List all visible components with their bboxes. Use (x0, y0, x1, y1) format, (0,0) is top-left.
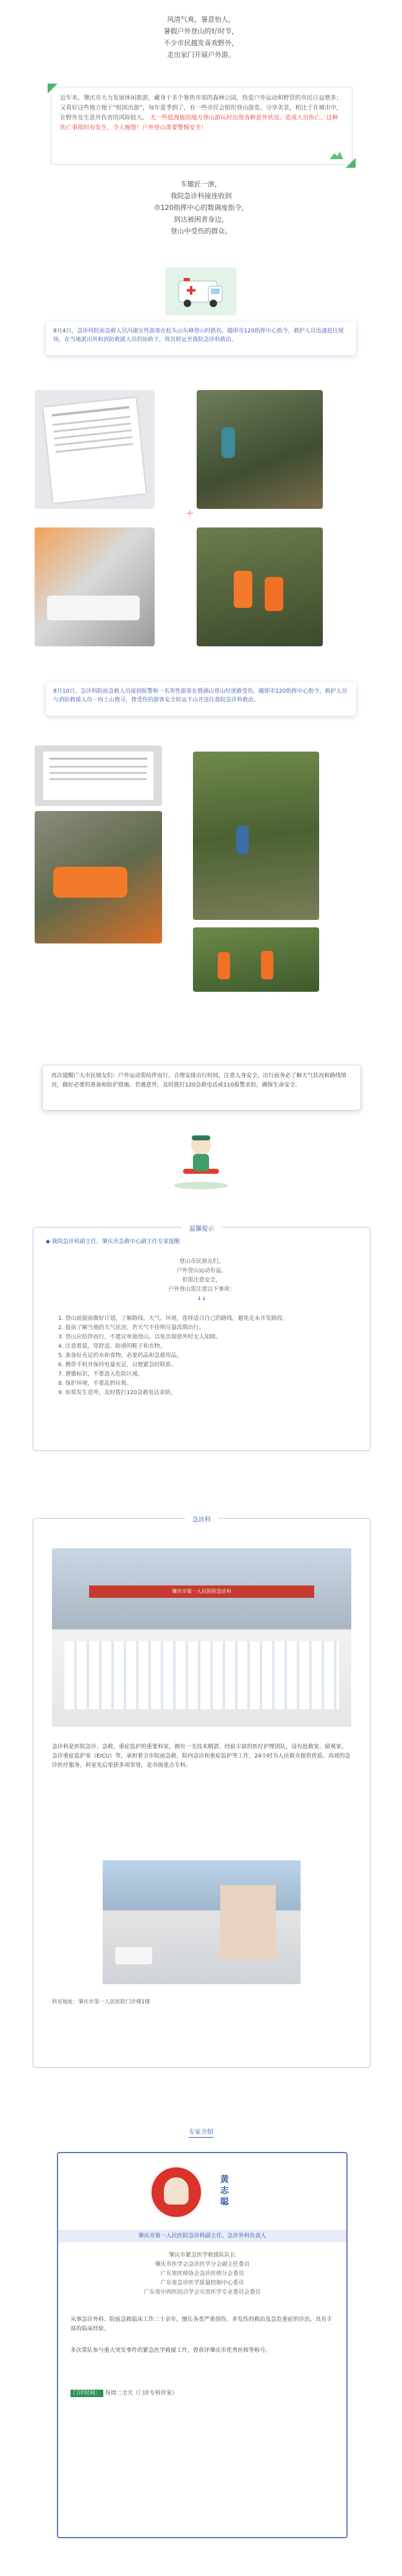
expert-roles: 肇庆市紧急医学救援队队长 肇庆市医学会急诊医学分会副主任委员 广东省医师协会急诊医师分会委员 广东省急诊医学质量控制中心委员 广东省中西医结合学会灾害医学专业委员会委员 (143, 2252, 261, 2296)
incident-text-2: 8月10日，急诊科院前急救人员接到报警称一名男性游客在鼎湖山登山时迷路受伤，随即市120指挥中心指令，救护人员与消防救援人员一同上山搜寻，将受伤的游客安全转运下山并送往我院急诊科救治。 (53, 688, 348, 703)
expert-card (57, 2152, 348, 2538)
intro-warning: 尤一些低海拔的地方登山游玩时出现各种意外状况，造成人员伤亡，这种伤亡事故时有发生，令人惋惜！户外登山需要警惕安全！ (60, 115, 338, 131)
department-building-photo (103, 1860, 301, 1984)
intro-box (51, 87, 353, 165)
poem-line: 登山中受伤的群众。 (170, 227, 232, 235)
photo-team-descend (193, 927, 319, 992)
poem-line: 到达被困者身边， (174, 215, 228, 223)
intro-line: 暑假户外登山的好时节， (163, 27, 239, 35)
photo-document-form (35, 390, 155, 509)
department-header: 急诊科 (33, 1512, 370, 1525)
tips-sub: ◆ 我院急诊科副主任、肇庆市急救中心副主任专家提醒 (46, 1239, 180, 1245)
poem-line: 我院急诊科接连收到 (170, 192, 232, 200)
poem-line: 车辙匠一泄， (181, 180, 221, 188)
photo-forest-rescue (197, 390, 323, 509)
expert-bio-2: 多次带队参与重大突发事件的紧急医学救援工作，曾获评肇庆市优秀医师等称号。 (71, 2348, 272, 2354)
tip-item: 8. 保护环境，不要乱扔垃圾。 (58, 1381, 132, 1387)
department-banner: 肇庆市第一人民医院急诊科 (89, 1585, 314, 1598)
tip-item: 2. 提前了解当地的天气状况，若天气不佳则尽量改期出行。 (58, 1325, 205, 1331)
expert-avatar (150, 2166, 203, 2219)
second-poem (0, 178, 402, 237)
divider-plus-icon (187, 510, 193, 516)
intro-line: 风清气爽，暑意怡人， (167, 15, 235, 24)
department-box (33, 1518, 370, 2068)
intro-line: 不少市民越发喜欢野外， (163, 39, 239, 47)
tip-item: 4. 注意着装，穿舒适、防滑的鞋子和衣物。 (58, 1343, 166, 1350)
photo-mountain-path (193, 752, 319, 920)
incident-text-1: 8月4日，急诊科院前急救人员冯淑女性游客在松头山东峰登山时跌伤，随即市120指挥中心指令，救护人员迅速赶往现场，在当地派出所和消防救援人员的协助下，将其转运至我院急诊科救治。 (53, 328, 344, 343)
tip-item: 7. 遵循标识，不要进入危险区域。 (58, 1371, 143, 1377)
hiker-illustration (167, 1127, 235, 1191)
clinic-label: 门诊时间： (71, 2390, 103, 2397)
reminder-text: 再次提醒广大市民朋友们：户外运动需结伴而行，合理安排出行时间，注意人身安全，出行前务必了解天气状况和路线情况，做好必要的准备和防护措施。若遇意外，及时拨打120急救电话或110报警求助，确保生命安全。 (51, 1073, 347, 1088)
tips-box (33, 1227, 370, 1451)
department-desc: 急诊科是医院急诊、急救、重症监护的重要科室，拥有一支技术精湛、经验丰富的医疗护理团队，设有抢救室、留观室、急诊重症监护室（EICU）等，承担着全市院前急救、院内急诊和重症监护等工作，24小时为人民群众提供优质、高效的急诊医疗服务。科室先后荣获多项荣誉，是市级重点专科。 (52, 1744, 351, 1769)
tips-list (58, 1314, 351, 1398)
expert-clinic (71, 2388, 334, 2398)
tip-item: 5. 准备好充足的水和食物，必要药品和急救用品。 (58, 1353, 182, 1359)
expert-title-bar: 肇庆市第一人民医院急诊科副主任、急诊外科负责人 (58, 2230, 346, 2242)
mountain-icon (330, 152, 343, 159)
photo-rescue-team (197, 527, 323, 646)
incident-card-1 (46, 322, 356, 355)
ambulance-illustration (165, 267, 236, 316)
expert-name: 黄志聪 (220, 2175, 229, 2207)
clinic-time: 每周二全天（门诊专科诊室） (105, 2390, 177, 2396)
department-team-photo (52, 1548, 351, 1727)
tip-item: 6. 携带手机并保持电量充足，以便紧急时联系。 (58, 1362, 177, 1368)
incident-card-2 (46, 682, 356, 716)
reminder-box (42, 1065, 361, 1111)
tip-item: 9. 如果发生意外，及时拨打120急救电话求助。 (58, 1390, 176, 1396)
photo-patient-treatment (35, 527, 155, 646)
poem-line: 市120指挥中心的数调度指令， (153, 204, 249, 212)
tip-item: 1. 登山前提前做好计划，了解路线、天气、环境，选择适合自己的路线，避免走未开发路段。 (58, 1316, 288, 1322)
corner-decoration (346, 158, 356, 168)
expert-header: 专家介绍 (0, 2125, 402, 2138)
expert-bio: 从事急诊外科、院前急救临床工作二十余年，擅长各类严重创伤、多发伤的救治及急危重症的诊治，具有丰富的临床经验。 (71, 2317, 333, 2332)
intro-text: 近年来，肇庆市大力发展休闲旅游，藏身于多个暑热市郊的森林公园，热爱户外运动和野营的市民日益增多；又看好这些地方便于“组团出游”，每年夏季到了，有一些市民会组织登山游览、分享美景，相比于在城市中，在野外发生意外伤害的风险较大。 (60, 95, 343, 121)
ambulance-icon (165, 267, 236, 316)
tips-header: 温馨提示 (33, 1221, 370, 1234)
photo-medical-form (35, 745, 162, 806)
department-caption: 科室地址：肇庆市第一人民医院门诊楼1楼 (52, 1999, 150, 2005)
intro-line: 走出家门开展户外游。 (167, 51, 235, 59)
photo-stretcher-carry (35, 811, 162, 943)
intro-poem (0, 14, 402, 61)
tip-item: 3. 登山应结伴而行，不建议单独登山，以免出现意外时无人知晓。 (58, 1334, 221, 1340)
tips-subtitle: 登山市民朋友们， 户外登山运动有益， 但需注意安全， 户外登山需注意以下事项： ↓↓ (168, 1259, 235, 1302)
